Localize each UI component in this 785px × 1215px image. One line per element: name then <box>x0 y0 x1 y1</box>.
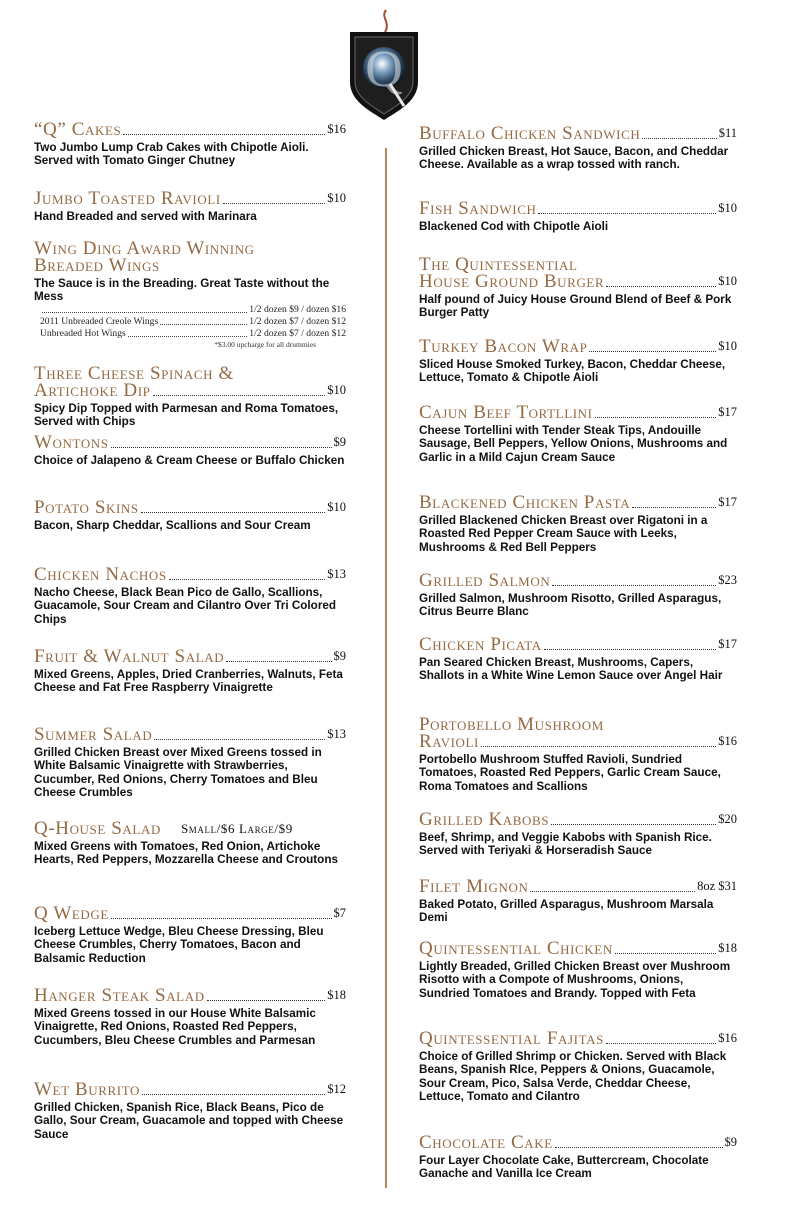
menu-item-wontons <box>34 434 346 467</box>
item-desc: Grilled Chicken Breast, Hot Sauce, Bacon, and Cheddar Cheese. Available as a wrap tossed with ranch. <box>419 145 729 172</box>
menu-item-quintessential-fajitas <box>419 1030 737 1104</box>
menu-item-grilled-kabobs <box>419 811 737 858</box>
item-name: Filet Mignon <box>419 876 529 897</box>
menu-item-summer-salad <box>34 726 346 800</box>
item-name: Chicken Picata <box>419 634 542 655</box>
item-price: $7 <box>333 906 346 920</box>
item-desc: Baked Potato, Grilled Asparagus, Mushroom Marsala Demi <box>419 898 714 925</box>
item-price: $10 <box>718 201 737 215</box>
item-name: Grilled Kabobs <box>419 809 550 830</box>
item-price: $10 <box>327 500 346 514</box>
item-name: Turkey Bacon Wrap <box>419 336 588 357</box>
item-name: Jumbo Toasted Ravioli <box>34 188 221 209</box>
item-price: $16 <box>718 734 737 748</box>
item-desc: Beef, Shrimp, and Veggie Kabobs with Spanish Rice. Served with Teriyaki & Horseradish Sauce <box>419 831 712 858</box>
menu-item-chicken-picata <box>419 636 737 683</box>
wing-sizes <box>34 304 346 350</box>
item-desc: Portobello Mushroom Stuffed Ravioli, Sundried Tomatoes, Roasted Red Peppers, Garlic Cream Sauce, Roma Tomatoes and Scallions <box>419 753 721 793</box>
item-name-line1: The Quintessential <box>419 254 578 275</box>
item-name: Wet Burrito <box>34 1079 140 1100</box>
item-price: $16 <box>327 122 346 136</box>
item-price: $17 <box>718 405 737 419</box>
menu-item-turkey-bacon-wrap <box>419 338 737 385</box>
menu-item-wing-ding <box>34 240 346 350</box>
item-desc: Mixed Greens, Apples, Dried Cranberries, Walnuts, Feta Cheese and Fat Free Raspberry Vinaigrette <box>34 668 343 695</box>
item-name: Wontons <box>34 432 109 453</box>
item-name: Breaded Wings <box>34 255 160 276</box>
item-name: Fish Sandwich <box>419 198 537 219</box>
item-price: $10 <box>327 191 346 205</box>
menu-item-portobello-ravioli <box>419 716 737 793</box>
menu-item-buffalo-chicken-sandwich <box>419 125 737 172</box>
item-desc: Four Layer Chocolate Cake, Buttercream, Chocolate Ganache and Vanilla Ice Cream <box>419 1154 709 1181</box>
item-desc: Grilled Salmon, Mushroom Risotto, Grilled Asparagus, Citrus Beurre Blanc <box>419 592 722 619</box>
item-name: Quintessential Fajitas <box>419 1028 604 1049</box>
item-desc: Choice of Grilled Shrimp or Chicken. Served with Black Beans, Spanish RIce, Peppers & Onions, Guacamole, Sour Cream, Pico, Salsa Verde, Cheddar Cheese, Lettuce, Tomato and Cilantro <box>419 1050 727 1104</box>
menu-item-spinach-dip <box>34 365 346 429</box>
item-desc: Pan Seared Chicken Breast, Mushrooms, Capers, Shallots in a White Wine Lemon Sauce over Angel Hair <box>419 656 723 683</box>
item-price: $13 <box>327 727 346 741</box>
item-desc: Grilled Blackened Chicken Breast over Rigatoni in a Roasted Red Pepper Cream Sauce with Leeks, Mushrooms & Red Bell Peppers <box>419 514 708 554</box>
item-name: Buffalo Chicken Sandwich <box>419 123 641 144</box>
item-name: Summer Salad <box>34 724 153 745</box>
q-logo <box>346 8 422 124</box>
item-price: $17 <box>718 637 737 651</box>
item-desc: The Sauce is in the Breading. Great Taste without the Mess <box>34 277 330 304</box>
item-price: $23 <box>718 573 737 587</box>
menu-item-wet-burrito <box>34 1081 346 1141</box>
item-price: $16 <box>718 1031 737 1045</box>
item-name: Grilled Salmon <box>419 570 551 591</box>
item-desc: Half pound of Juicy House Ground Blend of Beef & Pork Burger Patty <box>419 293 732 320</box>
item-price: $20 <box>718 812 737 826</box>
item-desc: Blackened Cod with Chipotle Aioli <box>419 220 609 233</box>
item-name: Q-House Salad <box>34 818 161 839</box>
house-salad-sizes: Small/$6 Large/$9 <box>180 821 293 836</box>
item-desc: Two Jumbo Lump Crab Cakes with Chipotle Aioli. Served with Tomato Ginger Chutney <box>34 141 309 168</box>
menu-item-blackened-chicken-pasta <box>419 494 737 554</box>
item-name-line1: Portobello Mushroom <box>419 714 604 735</box>
menu-item-q-house-salad <box>34 820 346 867</box>
menu-item-jumbo-toasted-ravioli <box>34 190 346 223</box>
item-name: Fruit & Walnut Salad <box>34 646 225 667</box>
item-price: $13 <box>327 567 346 581</box>
item-name-line1: Three Cheese Spinach & <box>34 363 234 384</box>
item-name: Cajun Beef Tortllini <box>419 402 593 423</box>
menu-item-fruit-walnut-salad <box>34 648 346 695</box>
menu-item-potato-skins <box>34 499 346 532</box>
wing-size-row: Unbreaded Hot Wings 1/2 dozen $7 / dozen $12 <box>40 327 346 339</box>
item-name: Artichoke Dip <box>34 380 151 401</box>
item-name: Hanger Steak Salad <box>34 985 205 1006</box>
svg-text:Q: Q <box>365 41 403 98</box>
item-desc: Grilled Chicken, Spanish Rice, Black Beans, Pico de Gallo, Sour Cream, Guacamole and topped with Cheese Sauce <box>34 1101 344 1141</box>
menu-item-hanger-steak-salad <box>34 987 346 1047</box>
item-name: Blackened Chicken Pasta <box>419 492 631 513</box>
menu-item-q-wedge <box>34 905 346 965</box>
item-desc: Nacho Cheese, Black Bean Pico de Gallo, Scallions, Guacamole, Sour Cream and Cilantro Over Tri Colored Chips <box>34 586 337 626</box>
item-desc: Cheese Tortellini with Tender Steak Tips, Andouille Sausage, Bell Peppers, Yellow Onions, Mushrooms and Garlic in a Mild Cajun Cream Sauce <box>419 424 728 464</box>
item-desc: Sliced House Smoked Turkey, Bacon, Cheddar Cheese, Lettuce, Tomato & Chipotle Aioli <box>419 358 726 385</box>
item-name: Potato Skins <box>34 497 139 518</box>
item-desc: Choice of Jalapeno & Cream Cheese or Buffalo Chicken <box>34 454 345 467</box>
menu-item-cajun-beef-tortellini <box>419 404 737 464</box>
item-price: $18 <box>718 941 737 955</box>
item-desc: Spicy Dip Topped with Parmesan and Roma Tomatoes, Served with Chips <box>34 402 339 429</box>
item-name: Quintessential Chicken <box>419 938 613 959</box>
upcharge-note: *$3.00 upcharge for all drummies <box>214 339 316 349</box>
wing-size-row: 1/2 dozen $9 / dozen $16 <box>40 304 346 316</box>
item-desc: Grilled Chicken Breast over Mixed Greens tossed in White Balsamic Vinaigrette with Strawberries, Cucumber, Red Onions, Cherry Tomatoes and Bleu Cheese Crumbles <box>34 746 322 800</box>
item-desc: Lightly Breaded, Grilled Chicken Breast over Mushroom Risotto with a Compote of Mushrooms, Onions, Sundried Tomatoes and Brandy. Topped with Feta <box>419 960 731 1000</box>
item-name: Chicken Nachos <box>34 564 167 585</box>
item-price: $12 <box>327 1082 346 1096</box>
menu-item-q-cakes <box>34 121 346 168</box>
item-desc: Hand Breaded and served with Marinara <box>34 210 257 223</box>
item-name: Chocolate Cake <box>419 1132 553 1153</box>
item-name: Q Wedge <box>34 903 109 924</box>
item-desc: Mixed Greens tossed in our House White Balsamic Vinaigrette, Red Onions, Roasted Red Peppers, Cucumbers, Bleu Cheese Crumbles and Parmesan <box>34 1007 316 1047</box>
item-price: 8oz $31 <box>697 879 737 893</box>
item-name: House Ground Burger <box>419 271 605 292</box>
item-desc: Iceberg Lettuce Wedge, Bleu Cheese Dressing, Bleu Cheese Crumbles, Cherry Tomatoes, Bacon and Balsamic Reduction <box>34 925 324 965</box>
menu-item-fish-sandwich <box>419 200 737 233</box>
item-price: $10 <box>327 383 346 397</box>
item-desc: Mixed Greens with Tomatoes, Red Onion, Artichoke Hearts, Red Peppers, Mozzarella Cheese and Croutons <box>34 840 338 867</box>
item-desc: Bacon, Sharp Cheddar, Scallions and Sour Cream <box>34 519 311 532</box>
item-price: $17 <box>718 495 737 509</box>
menu-item-chicken-nachos <box>34 566 346 626</box>
wing-size-row: 2011 Unbreaded Creole Wings 1/2 dozen $7 / dozen $12 <box>40 315 346 327</box>
item-name-line1: Wing Ding Award Winning <box>34 238 255 259</box>
item-price: $10 <box>718 274 737 288</box>
item-name: Ravioli <box>419 731 479 752</box>
item-name: “Q” Cakes <box>34 119 122 140</box>
column-divider <box>385 148 387 1188</box>
item-price: $9 <box>333 649 346 663</box>
item-price: $9 <box>333 435 346 449</box>
menu-item-chocolate-cake <box>419 1134 737 1181</box>
item-price: $11 <box>718 126 737 140</box>
item-price: $9 <box>724 1135 737 1149</box>
menu-item-quintessential-chicken <box>419 940 737 1000</box>
menu-item-house-burger <box>419 256 737 320</box>
menu-item-grilled-salmon <box>419 572 737 619</box>
item-price: $18 <box>327 988 346 1002</box>
menu-item-filet-mignon <box>419 878 737 925</box>
item-price: $10 <box>718 339 737 353</box>
